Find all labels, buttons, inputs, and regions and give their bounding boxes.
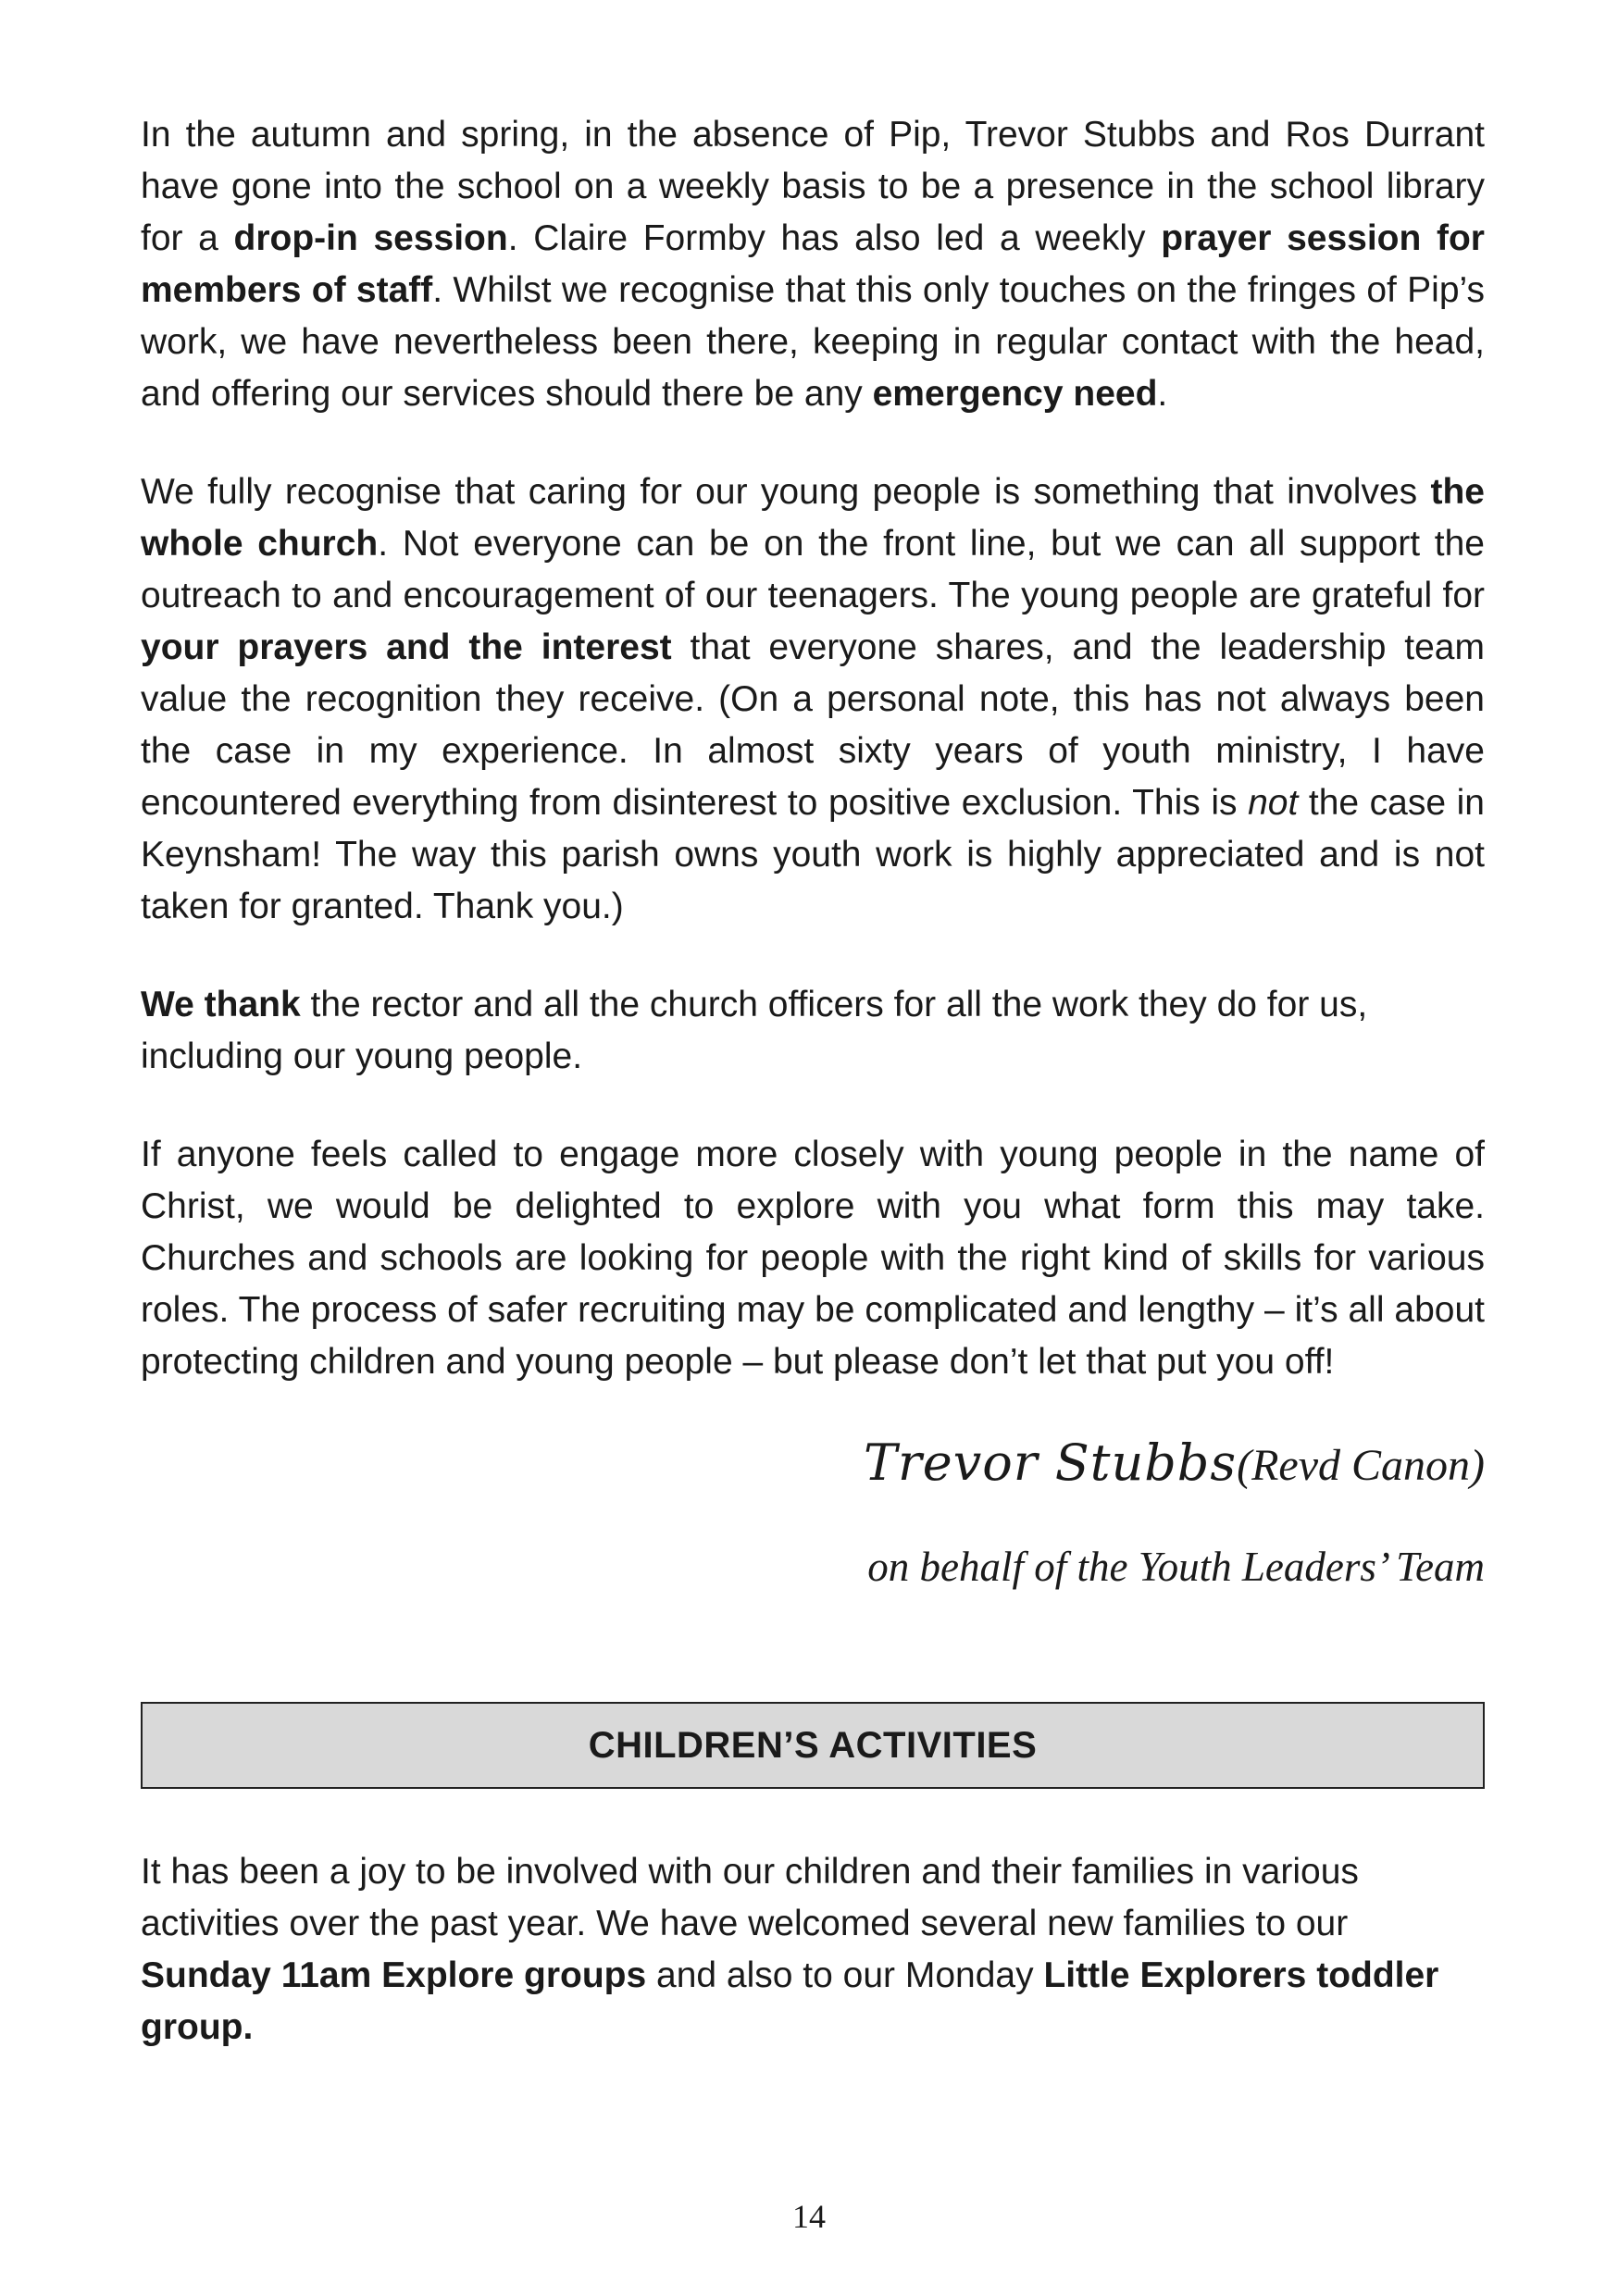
text-run: . Claire Formby has also led a weekly: [507, 218, 1162, 258]
bold-run: We thank: [141, 985, 301, 1024]
section-heading: CHILDREN’S ACTIVITIES: [588, 1725, 1038, 1766]
text-run: In the autumn and spring, in the absence of Pip, Trevor Stubbs and Ros Durrant have gone into the school on a weekly basis to be a presence in the school library for a: [141, 115, 1485, 258]
paragraph-thanks: [141, 979, 1485, 1083]
signature-behalf: on behalf of the Youth Leaders’ Team: [867, 1544, 1485, 1590]
bold-run: the whole church: [141, 472, 1485, 564]
text-run: . Not everyone can be on the front line, but we can all support the outreach to and encouragement of our teenagers. The young people are grateful for: [141, 524, 1485, 615]
bold-run: your prayers and the interest: [141, 627, 672, 667]
text-run: that everyone shares, and the leadership team value the recognition they receive. (On a personal note, this has not always been the case in my experience. In almost sixty years of youth ministry, I have encountered everything from disinterest to positive exclusion. This is: [141, 627, 1485, 823]
page-number: 14: [792, 2198, 826, 2235]
text-run: the case in Keynsham! The way this parish owns youth work is highly appreciated and is not taken for granted. Thank you.): [141, 783, 1485, 926]
text-run: We fully recognise that caring for our young people is something that involves: [141, 472, 1431, 512]
document-page: [141, 109, 1485, 2100]
text-run: the rector and all the church officers for all the work they do for us, including our young people.: [141, 985, 1368, 1076]
text-run: .: [1157, 374, 1168, 414]
text-run: . Whilst we recognise that this only touches on the fringes of Pip’s work, we have nevertheless been there, keeping in regular contact with the head, and offering our services should there be any: [141, 270, 1485, 414]
text-run: If anyone feels called to engage more closely with young people in the name of Christ, we would be delighted to explore with you what form this may take. Churches and schools are looking for people with the right kind of skills for various roles. The process of safer recruiting may be complicated and lengthy – it’s all about protecting children and young people – but please don’t let that put you off!: [141, 1135, 1485, 1382]
paragraph-whole-church: [141, 466, 1485, 933]
paragraph-school-presence: [141, 109, 1485, 420]
bold-run: emergency need: [872, 374, 1158, 414]
italic-run: not: [1248, 783, 1299, 823]
signature-title: (Revd Canon): [1237, 1441, 1485, 1490]
bold-run: Sunday 11am Explore groups: [141, 1955, 647, 1995]
signature-name: Trevor Stubbs: [863, 1433, 1238, 1492]
text-run: and also to our Monday: [646, 1955, 1044, 1995]
paragraph-call-to-engage: [141, 1129, 1485, 1388]
bold-run: drop-in session: [233, 218, 508, 258]
text-run: It has been a joy to be involved with our children and their families in various activities over the past year. We have welcomed several new families to our: [141, 1852, 1359, 1943]
paragraph-children-activities: [141, 1846, 1485, 2054]
bold-run: Little Explorers toddler group.: [141, 1955, 1439, 2047]
section-heading-box: [141, 1702, 1485, 1789]
signature-line: [141, 1434, 1485, 1495]
bold-run: prayer session for members of staff: [141, 218, 1485, 310]
